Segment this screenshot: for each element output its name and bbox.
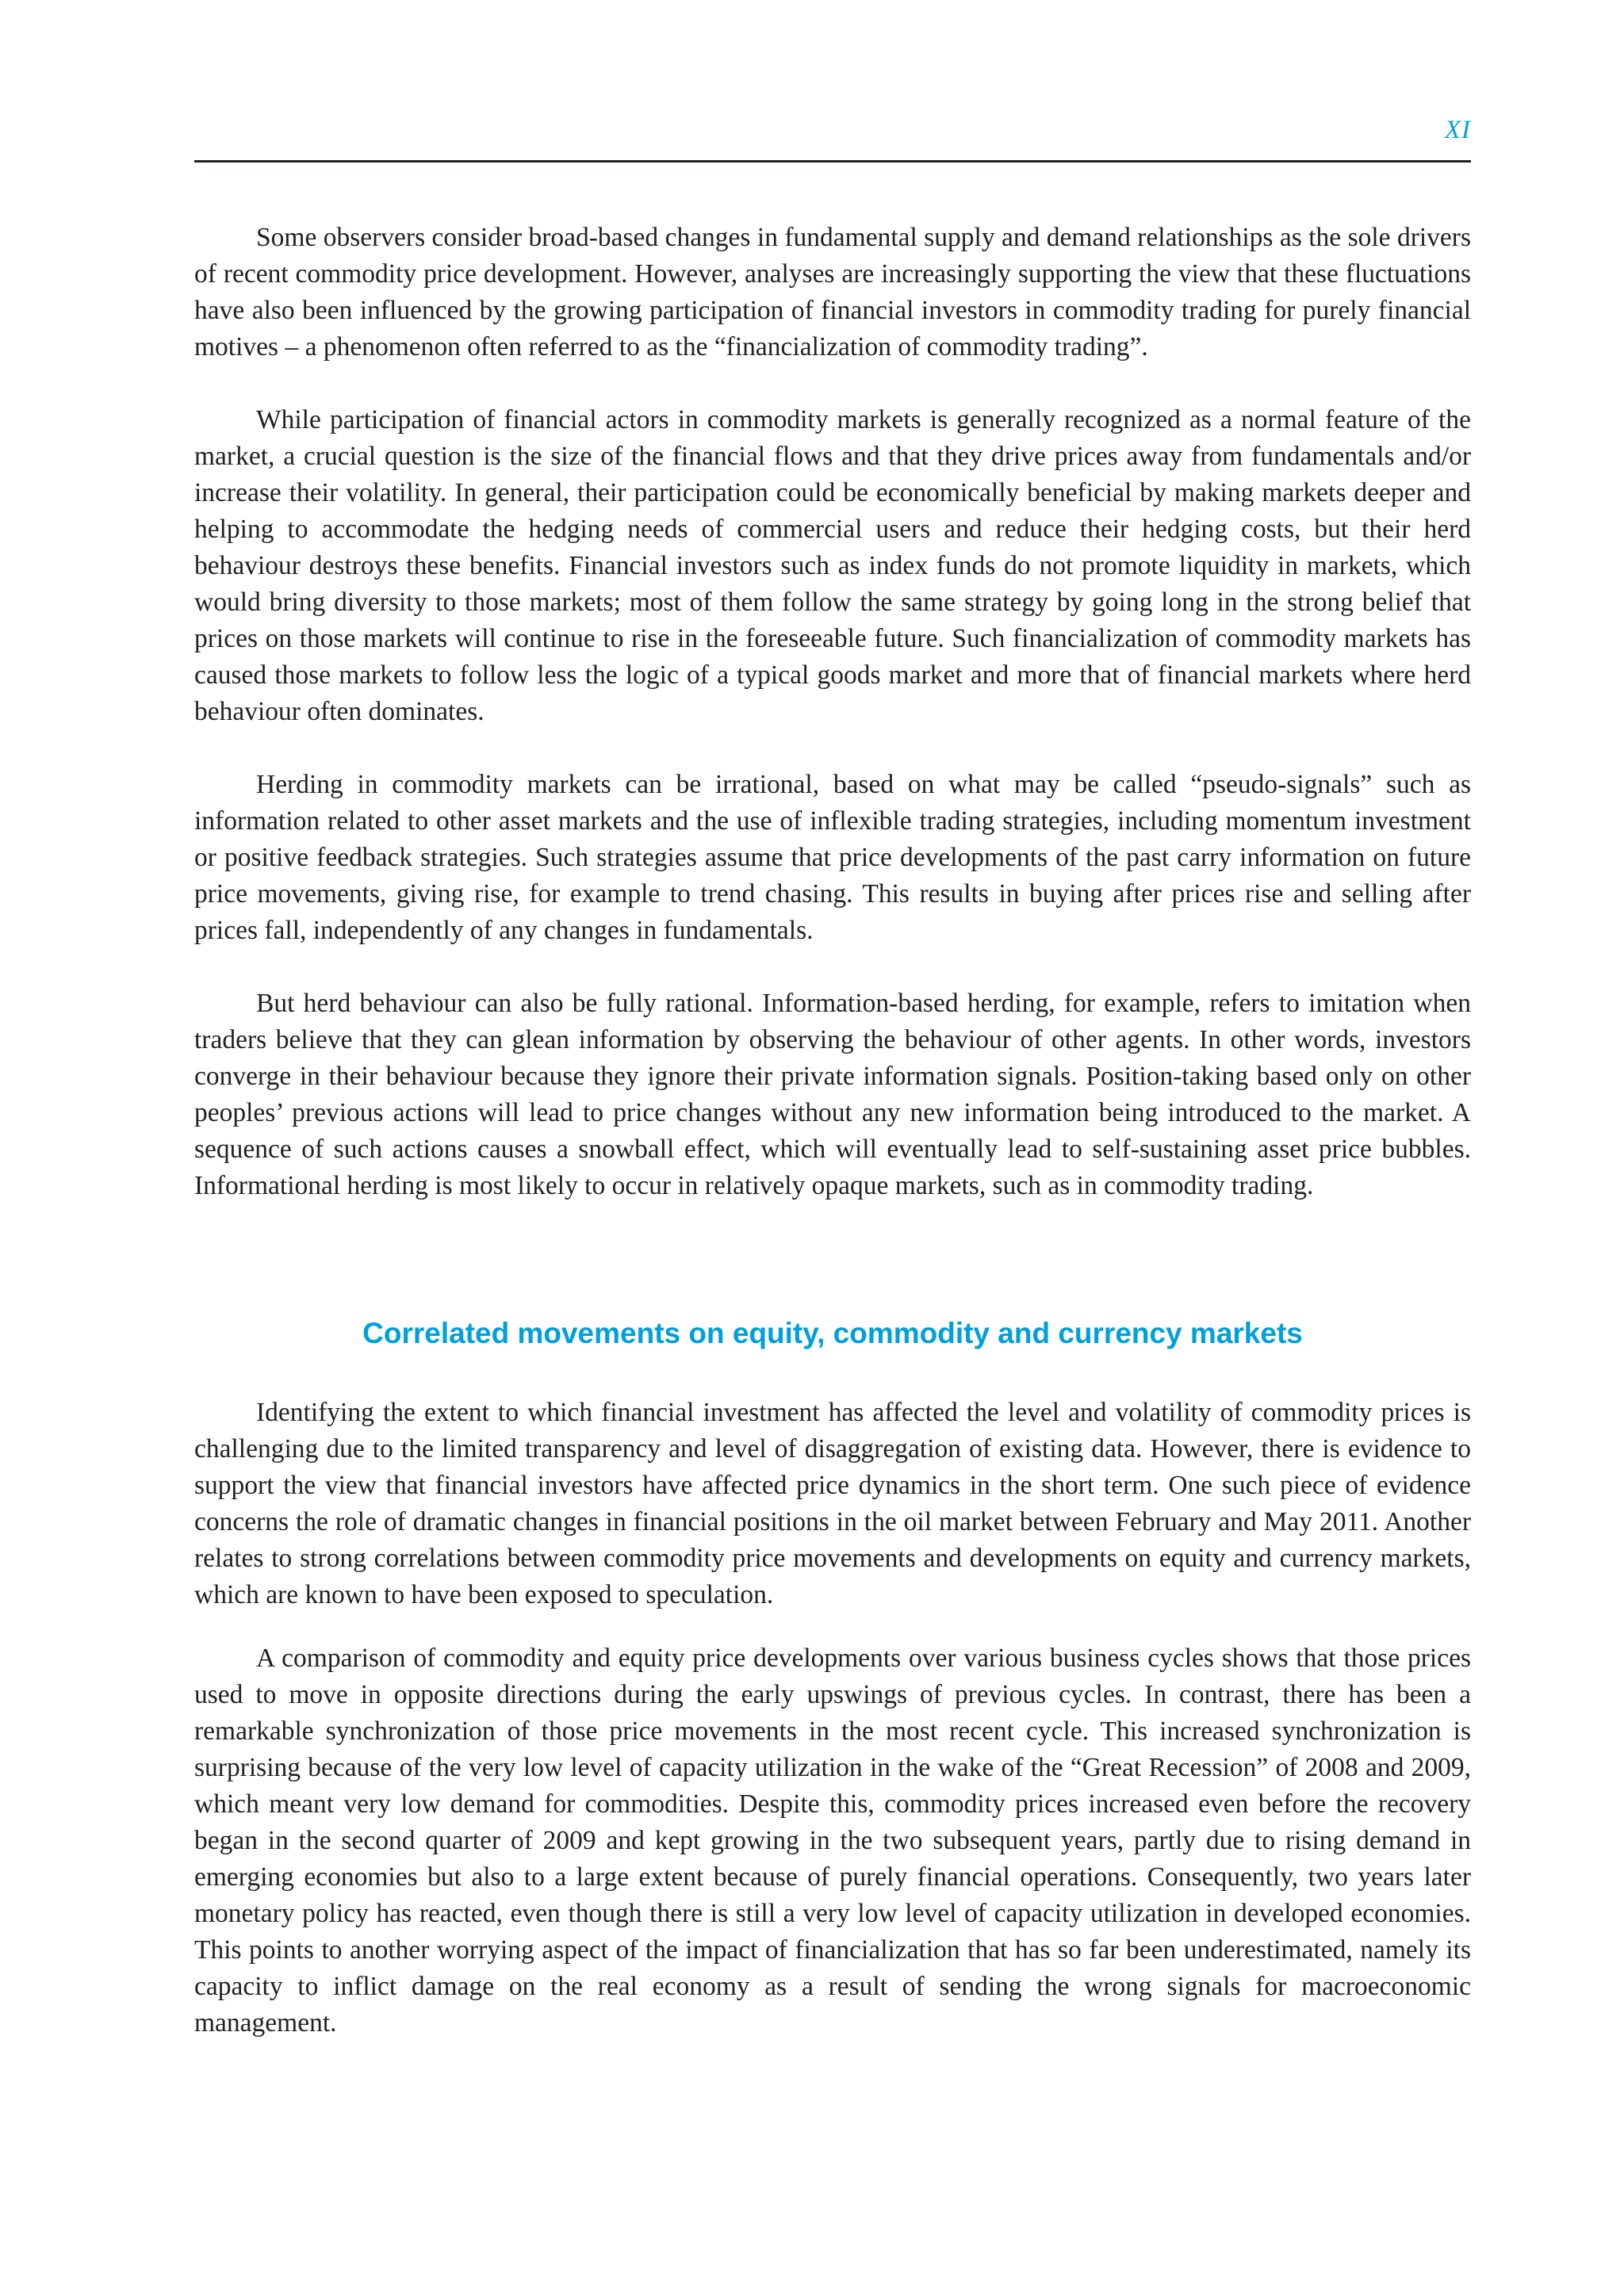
body-paragraph: A comparison of commodity and equity price developments over various business cycles shows that those prices used to move in opposite directions during the early upswings of previous cycles. In contrast, there has been a remarkable synchronization of those price movements in the most recent cycle. This increased synchronization is surprising because of the very low level of capacity utilization in the wake of the “Great Recession” of 2008 and 2009, which meant very low demand for commodities. Despite this, commodity prices increased even before the recovery began in the second quarter of 2009 and kept growing in the two subsequent years, partly due to rising demand in emerging economies but also to a large extent because of purely financial operations. Consequently, two years later monetary policy has reacted, even though there is still a very low level of capacity utilization in developed economies. This points to another worrying aspect of the impact of financialization that has so far been underestimated, namely its capacity to inflict damage on the real economy as a result of sending the wrong signals for macroeconomic management. [194, 1644, 1471, 2038]
section-heading: Correlated movements on equity, commodity and currency markets [362, 1317, 1303, 1349]
page-header [194, 111, 1471, 163]
body-paragraph: Herding in commodity markets can be irrational, based on what may be called “pseudo-signals” such as information related to other asset markets and the use of inflexible trading strategies, including momentum investment or positive feedback strategies. Such strategies assume that price developments of the past carry information on future price movements, giving rise, for example to trend chasing. This results in buying after prices rise and selling after prices fall, independently of any changes in fundamentals. [194, 770, 1471, 945]
body-paragraph: Identifying the extent to which financial investment has affected the level and volatility of commodity prices is challenging due to the limited transparency and level of disaggregation of existing data. However, there is evidence to support the view that financial investors have affected price dynamics in the short term. One such piece of evidence concerns the role of dramatic changes in financial positions in the oil market between February and May 2011. Another relates to strong correlations between commodity price movements and developments on equity and currency markets, which are known to have been exposed to speculation. [194, 1398, 1471, 1609]
page-number: XI [1444, 116, 1471, 144]
body-paragraph: But herd behaviour can also be fully rational. Information-based herding, for example, refers to imitation when traders believe that they can glean information by observing the behaviour of other agents. In other words, investors converge in their behaviour because they ignore their private information signals. Position-taking based only on other peoples’ previous actions will lead to price changes without any new information being introduced to the market. A sequence of such actions causes a snowball effect, which will eventually lead to self-sustaining asset price bubbles. Informational herding is most likely to occur in relatively opaque markets, such as in commodity trading. [194, 989, 1471, 1200]
body-paragraph: Some observers consider broad-based changes in fundamental supply and demand relationships as the sole drivers of recent commodity price development. However, analyses are increasingly supporting the view that these fluctuations have also been influenced by the growing participation of financial investors in commodity trading for purely financial motives – a phenomenon often referred to as the “financialization of commodity trading”. [194, 223, 1471, 362]
body-paragraph: While participation of financial actors in commodity markets is generally recognized as a normal feature of the market, a crucial question is the size of the financial flows and that they drive prices away from fundamentals and/or increase their volatility. In general, their participation could be economically beneficial by making markets deeper and helping to accommodate the hedging needs of commercial users and reduce their hedging costs, but their herd behaviour destroys these benefits. Financial investors such as index funds do not promote liquidity in markets, which would bring diversity to those markets; most of them follow the same strategy by going long in the strong belief that prices on those markets will continue to rise in the foreseeable future. Such financialization of commodity markets has caused those markets to follow less the logic of a typical goods market and more that of financial markets where herd behaviour often dominates. [194, 405, 1471, 726]
page-body [194, 220, 1471, 2042]
